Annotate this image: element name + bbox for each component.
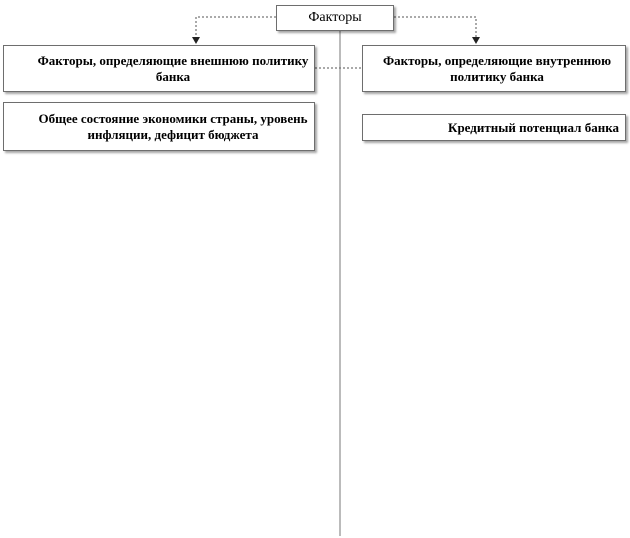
node-credit-potential-label: Кредитный потенциал банка xyxy=(448,119,619,135)
connector-root-to-external xyxy=(196,17,276,38)
arrow-internal xyxy=(472,37,480,44)
node-external-policy-label: Факторы, определяющие внешнюю политику банка xyxy=(37,52,309,84)
node-internal-policy-label: Факторы, определяющие внутреннюю политику банка xyxy=(382,52,612,84)
node-external-policy-factors xyxy=(3,45,315,92)
root-node-label: Факторы xyxy=(308,9,362,25)
node-internal-policy-factors xyxy=(362,45,626,92)
node-economy-state xyxy=(3,102,315,151)
root-node-factors xyxy=(276,5,394,31)
connector-root-to-internal xyxy=(394,17,476,38)
node-credit-potential xyxy=(362,114,626,141)
arrow-external xyxy=(192,37,200,44)
node-economy-state-label: Общее состояние экономики страны, уровень инфляции, дефицит бюджета xyxy=(38,110,308,142)
